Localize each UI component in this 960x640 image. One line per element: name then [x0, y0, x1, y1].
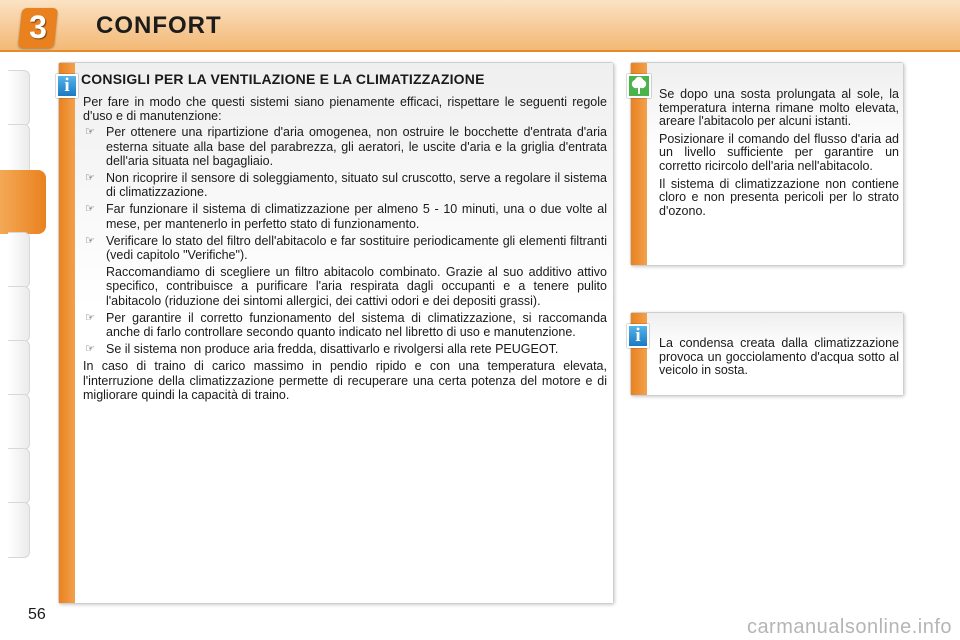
eco-tree-icon: [627, 74, 651, 98]
info-text: La condensa creata dalla climatizzazione provoca un gocciolamento d'acqua sotto al veicolo in sosta.: [659, 336, 899, 378]
chapter-header: [0, 0, 960, 52]
panel-accent-strip: [59, 63, 75, 603]
filter-recommendation: Raccomandiamo di scegliere un filtro abitacolo combinato. Grazie al suo additivo attivo specifico, contribuisce a purificare l'aria respirata dagli occupanti e a tenere pulito l'abitacolo (riduzione dei sintomi allergici, dei cattivi odori e dei depositi grassi).: [106, 265, 607, 308]
condensation-info-panel: [630, 312, 904, 396]
watermark: carmanualsonline.info: [746, 616, 952, 638]
list-item: ☞ Se il sistema non produce aria fredda, disattivarlo e rivolgersi alla rete PEUGEOT.: [85, 342, 559, 357]
list-item: ☞ Per garantire il corretto funzionamento del sistema di climatizzazione, si raccomanda anche di farlo controllare secondo quanto indicato nel libretto di uso e manutenzione.: [85, 310, 607, 340]
main-body: [83, 95, 607, 404]
page-number: 56: [28, 606, 46, 623]
closing-paragraph: In caso di traino di carico massimo in pendio ripido e con una temperatura elevata, l'interruzione della climatizzazione permette di recuperare una certa potenza del motore e di migliorare quindi la capacità di traino.: [83, 359, 607, 402]
chapter-tab-1[interactable]: [8, 70, 30, 126]
chapter-tab-7[interactable]: [8, 394, 30, 450]
chapter-tab-3-active[interactable]: [0, 170, 46, 234]
tip-paragraph: Se dopo una sosta prolungata al sole, la temperatura interna rimane molto elevata, areare l'abitacolo per alcuni istanti.: [659, 87, 899, 129]
tip-body: [659, 88, 899, 222]
info-icon: i: [56, 74, 78, 98]
pointing-hand-icon: ☞: [85, 234, 95, 247]
chapter-tab-9[interactable]: [8, 502, 30, 558]
pointing-hand-icon: ☞: [85, 126, 95, 139]
section-title: CONSIGLI PER LA VENTILAZIONE E LA CLIMATIZZAZIONE: [81, 71, 485, 87]
chapter-badge: [18, 8, 58, 48]
chapter-number: 3: [29, 9, 47, 45]
tree-icon: [629, 76, 649, 96]
list-item: ☞ Verificare lo stato del filtro dell'abitacolo e far sostituire periodicamente gli elementi filtranti (vedi capitolo "Verifiche").: [85, 233, 607, 263]
pointing-hand-icon: ☞: [85, 172, 95, 185]
chapter-tab-5[interactable]: [8, 286, 30, 342]
pointing-hand-icon: ☞: [85, 343, 95, 356]
list-item: ☞ Per ottenere una ripartizione d'aria omogenea, non ostruire le bocchette d'entrata d'aria esterna situate alla base del parabrezza, gli aeratori, le uscite d'aria e la griglia d'entrata dell'aria situata nel bagagliaio.: [85, 125, 607, 168]
chapter-title: CONFORT: [96, 12, 222, 39]
list-item: ☞ Far funzionare il sistema di climatizzazione per almeno 5 - 10 minuti, una o due volte al mese, per mantenerlo in perfetto stato di funzionamento.: [85, 202, 607, 231]
header-divider: [0, 50, 960, 52]
tip-paragraph: Il sistema di climatizzazione non contiene cloro e non presenta pericoli per lo strato d'ozono.: [659, 176, 899, 218]
chapter-tabs: [0, 60, 32, 580]
tip-paragraph: Posizionare il comando del flusso d'aria ad un livello sufficiente per garantire un corretto ricircolo dell'aria nell'abitacolo.: [659, 131, 899, 173]
intro-paragraph: Per fare in modo che questi sistemi siano pienamente efficaci, rispettare le seguenti regole d'uso e di manutenzione:: [83, 95, 607, 124]
chapter-tab-6[interactable]: [8, 340, 30, 396]
list-item: ☞ Non ricoprire il sensore di soleggiamento, situato sul cruscotto, serve a regolare il sistema di climatizzazione.: [85, 171, 607, 200]
chapter-tab-8[interactable]: [8, 448, 30, 504]
pointing-hand-icon: ☞: [85, 311, 95, 324]
info-icon: i: [627, 324, 649, 348]
pointing-hand-icon: ☞: [85, 203, 95, 216]
eco-tip-panel: [630, 62, 904, 266]
ventilation-tips-panel: [58, 62, 614, 604]
chapter-tab-4[interactable]: [8, 232, 30, 288]
